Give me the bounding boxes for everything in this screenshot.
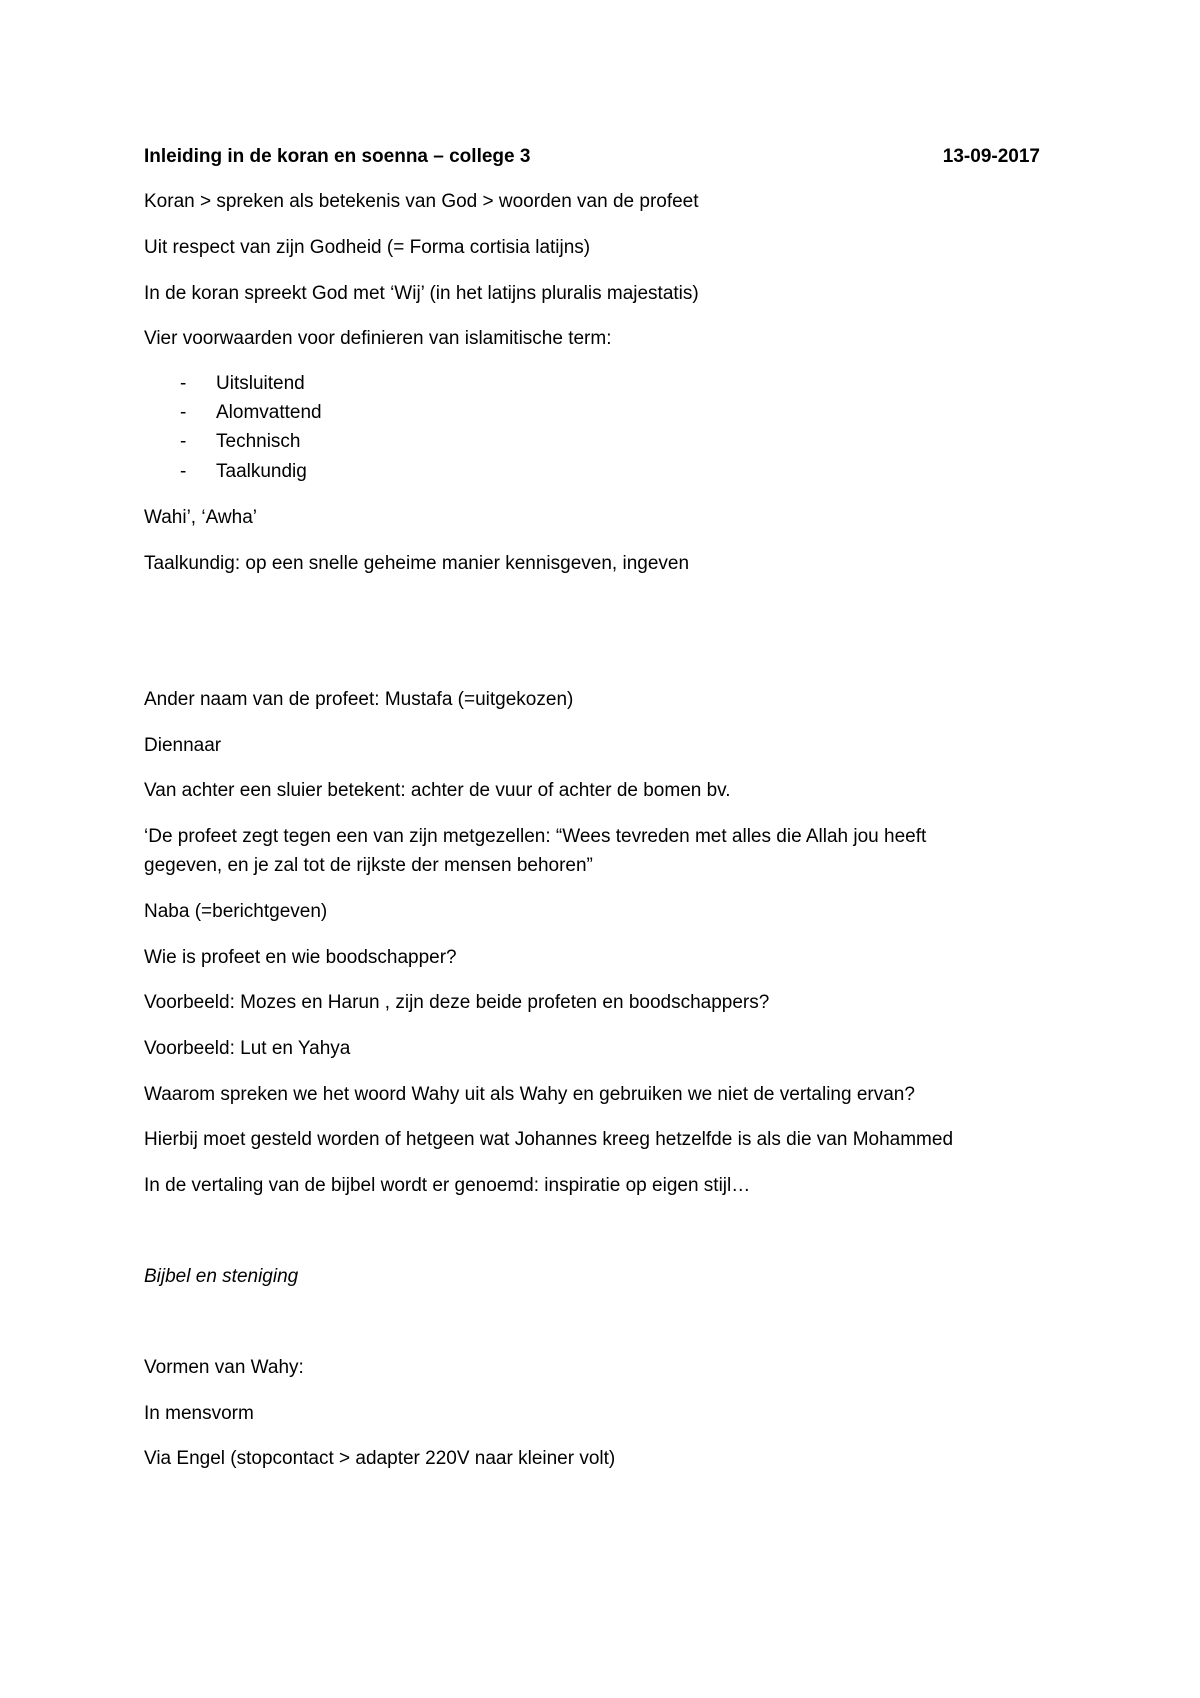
list-item: [180, 460, 307, 484]
paragraph: Wie is profeet en wie boodschapper?: [144, 947, 457, 968]
paragraph: In de vertaling van de bijbel wordt er genoemd: inspiratie op eigen stijl…: [144, 1175, 751, 1196]
document-title: Inleiding in de koran en soenna – college 3: [144, 146, 531, 167]
paragraph: Diennaar: [144, 735, 222, 756]
italic-heading: Bijbel en steniging: [144, 1266, 299, 1287]
paragraph: Ander naam van de profeet: Mustafa (=uitgekozen): [144, 689, 574, 710]
list-item-text: Taalkundig: [216, 461, 307, 482]
document-date: 13-09-2017: [942, 146, 1040, 167]
list-item: [180, 401, 322, 425]
list-item: [180, 430, 301, 454]
paragraph: gegeven, en je zal tot de rijkste der mensen behoren”: [144, 855, 593, 876]
paragraph: In mensvorm: [144, 1403, 254, 1424]
paragraph: Waarom spreken we het woord Wahy uit als Wahy en gebruiken we niet de vertaling ervan?: [144, 1084, 915, 1105]
paragraph: Vier voorwaarden voor definieren van islamitische term:: [144, 328, 612, 349]
list-item-text: Alomvattend: [216, 402, 322, 423]
paragraph: Vormen van Wahy:: [144, 1357, 304, 1378]
paragraph: Hierbij moet gesteld worden of hetgeen wat Johannes kreeg hetzelfde is als die van Mohammed: [144, 1129, 954, 1150]
paragraph: Voorbeeld: Lut en Yahya: [144, 1038, 351, 1059]
list-item-text: Uitsluitend: [216, 373, 305, 394]
paragraph: Van achter een sluier betekent: achter de vuur of achter de bomen bv.: [144, 780, 731, 801]
list-item-text: Technisch: [216, 431, 301, 452]
paragraph: Voorbeeld: Mozes en Harun , zijn deze beide profeten en boodschappers?: [144, 992, 770, 1013]
bullet-marker: -: [180, 431, 187, 452]
bullet-marker: -: [180, 373, 187, 394]
paragraph: Koran > spreken als betekenis van God > woorden van de profeet: [144, 191, 699, 212]
paragraph: Taalkundig: op een snelle geheime manier kennisgeven, ingeven: [144, 553, 690, 574]
paragraph: In de koran spreekt God met ‘Wij’ (in het latijns pluralis majestatis): [144, 283, 699, 304]
paragraph: Wahi’, ‘Awha’: [144, 507, 257, 528]
paragraph: Naba (=berichtgeven): [144, 901, 328, 922]
paragraph: ‘De profeet zegt tegen een van zijn metgezellen: “Wees tevreden met alles die Allah jou heeft: [144, 826, 927, 847]
paragraph: Uit respect van zijn Godheid (= Forma cortisia latijns): [144, 237, 591, 258]
paragraph: Via Engel (stopcontact > adapter 220V naar kleiner volt): [144, 1448, 616, 1469]
bullet-marker: -: [180, 402, 187, 423]
bullet-marker: -: [180, 461, 187, 482]
list-item: [180, 372, 305, 396]
